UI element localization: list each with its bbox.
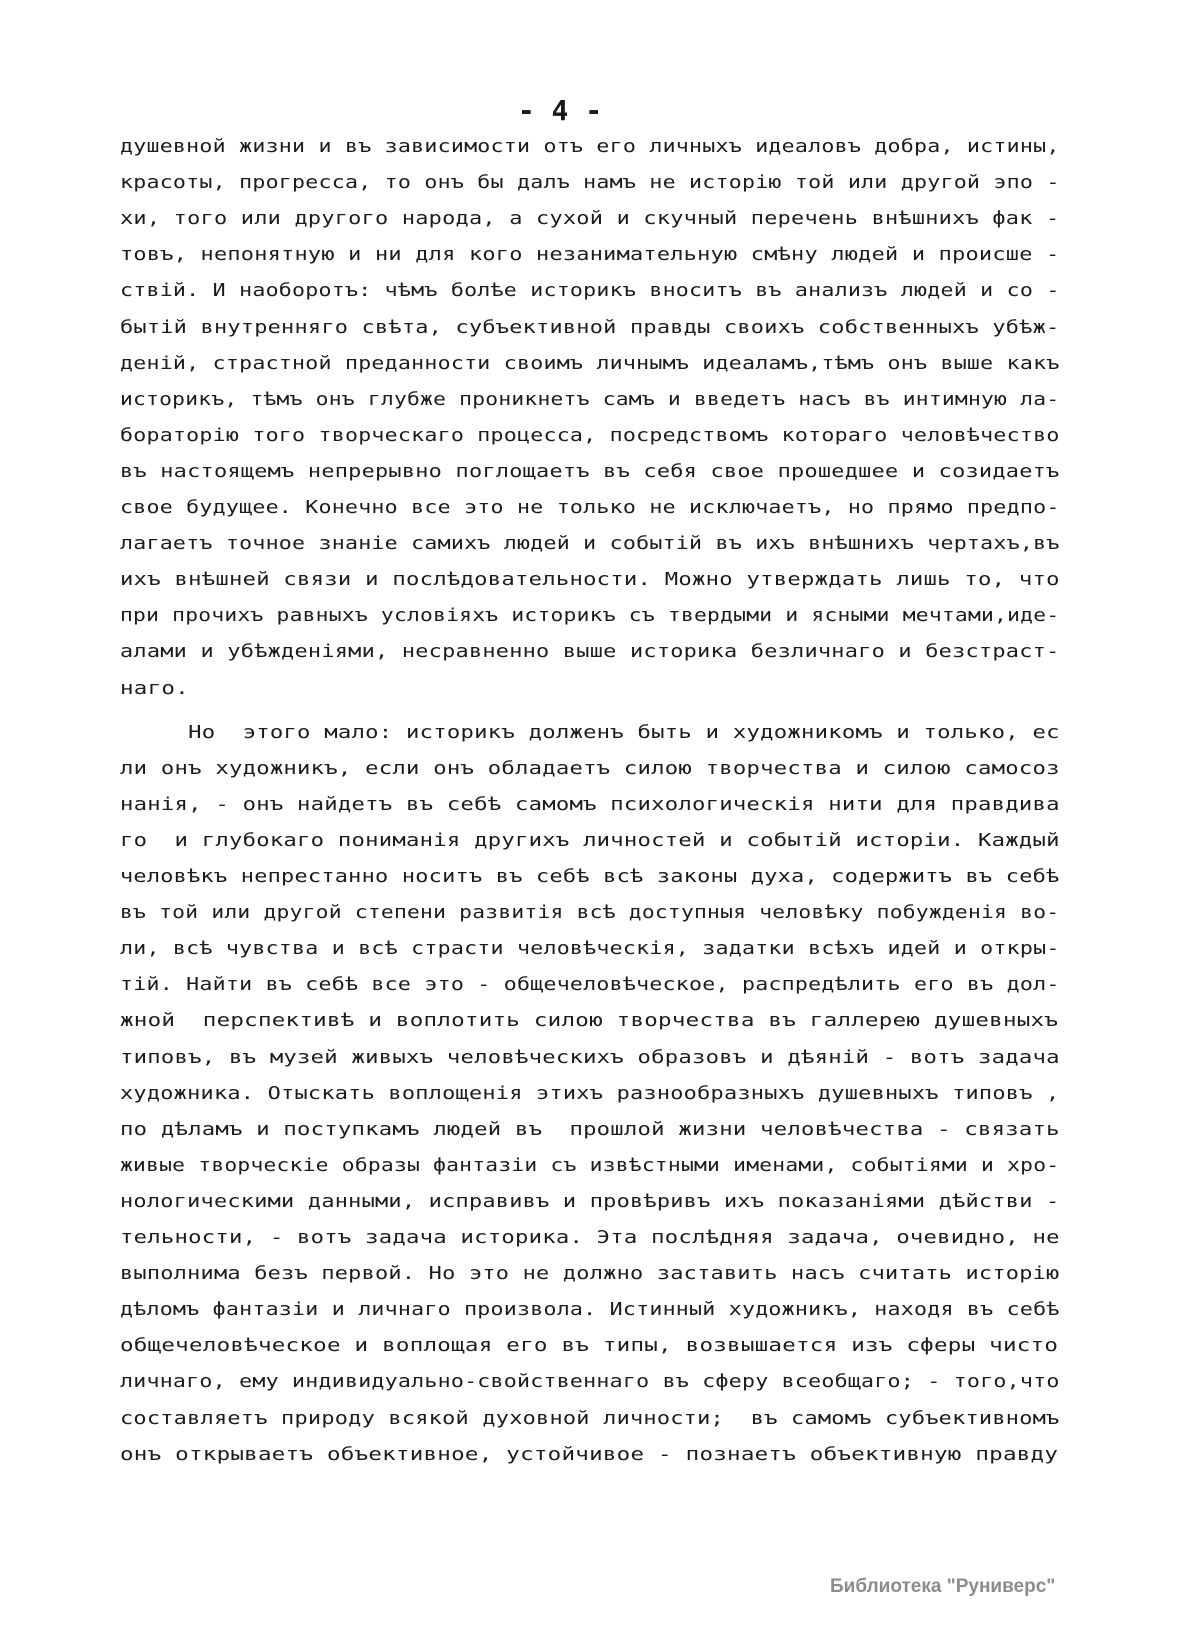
text-line: тельности, - вотъ задача историка. Эта послѣдняя задача, очевидно, не (120, 1227, 1060, 1248)
text-line: при прочихъ равныхъ условіяхъ историкъ съ твердыми и ясными мечтами,иде- (120, 605, 1060, 627)
text-line: алами и убѣжденіями, несравненно выше историка безличнаго и безстраст- (120, 641, 1060, 663)
text-line: жной перспективѣ и воплотить силою творчества въ галлерею душевныхъ (120, 1010, 1059, 1032)
text-line: личнаго, ему индивидуально-свойственнаго въ сферу всеобщаго; - того,что (120, 1371, 1060, 1393)
text-line: нанія, - онъ найдетъ въ себѣ самомъ психологическія нити для правдива (120, 793, 1060, 815)
text-line: свое будущее. Конечно все это не только не исключаетъ, но прямо предпо- (120, 497, 1060, 518)
text-line: душевной жизни и въ зависимости отъ его личныхъ идеаловъ добра, истины, (120, 136, 1060, 157)
text-line: наго. (120, 677, 189, 699)
text-line: ли онъ художникъ, если онъ обладаетъ силою творчества и силою самосоз (120, 757, 1060, 779)
text-line: по дѣламъ и поступкамъ людей въ прошлой жизни человѣчества - связать (120, 1118, 1060, 1140)
text-line: живые творческіе образы фантазіи съ извѣстными именами, событіями и хро- (120, 1154, 1060, 1176)
text-line: ихъ внѣшней связи и послѣдовательности. Можно утверждать лишь то, что (120, 569, 1060, 591)
text-line: историкъ, тѣмъ онъ глубже проникнетъ самъ и введетъ насъ въ интимную ла- (120, 388, 1060, 410)
text-line: ствій. И наоборотъ: чѣмъ болѣе историкъ вноситъ въ анализъ людей и со - (120, 280, 1060, 302)
text-line: въ настоящемъ непрерывно поглощаетъ въ себя свое прошедшее и созидаетъ (120, 460, 1060, 482)
text-line: составляетъ природу всякой духовной личности; въ самомъ субъективномъ (120, 1407, 1060, 1429)
text-line: выполнима безъ первой. Но это не должно заставить насъ считать исторію (120, 1263, 1060, 1285)
text-line: въ той или другой степени развитія всѣ доступныя человѣку побужденія во- (120, 902, 1060, 924)
text-line: дѣломъ фантазіи и личнаго произвола. Истинный художникъ, находя въ себѣ (120, 1299, 1060, 1321)
text-line: хи, того или другого народа, а сухой и скучный перечень внѣшнихъ фак - (120, 208, 1060, 230)
text-line: деній, страстной преданности своимъ личнымъ идеаламъ,тѣмъ онъ выше какъ (120, 352, 1060, 374)
library-watermark: Библиотека "Руниверс" (830, 1576, 1056, 1597)
text-line: онъ открываетъ объективное, устойчивое - познаетъ объективную правду (120, 1443, 1059, 1465)
text-line: тій. Найти въ себѣ все это - общечеловѣческое, распредѣлить его въ дол- (120, 974, 1060, 996)
text-line: красоты, прогресса, то онъ бы далъ намъ не исторію той или другой эпо - (120, 172, 1060, 194)
text-line: бытій внутренняго свѣта, субъективной правды своихъ собственныхъ убѣж- (120, 316, 1060, 338)
text-line: типовъ, въ музей живыхъ человѣческихъ образовъ и дѣяній - вотъ задача (120, 1046, 1060, 1068)
text-line: ли, всѣ чувства и всѣ страсти человѣческія, задатки всѣхъ идей и откры- (120, 938, 1060, 960)
text-line: художника. Отыскать воплощенія этихъ разнообразныхъ душевныхъ типовъ , (120, 1082, 1060, 1104)
text-line: нологическими данными, исправивъ и провѣривъ ихъ показаніями дѣйстви - (120, 1190, 1060, 1212)
text-line: Но этого мало: историкъ долженъ быть и художникомъ и только, ес (120, 721, 1060, 743)
text-line: бораторію того творческаго процесса, посредствомъ котораго человѣчество (120, 424, 1060, 446)
text-line: товъ, непонятную и ни для кого незанимательную смѣну людей и происше - (120, 244, 1060, 266)
text-line: человѣкъ непрестанно носитъ въ себѣ всѣ законы духа, содержитъ въ себѣ (120, 866, 1060, 887)
text-line: го и глубокаго пониманія другихъ личностей и событій исторіи. Каждый (120, 829, 1060, 851)
page-number: - 4 - (517, 94, 603, 127)
text-line: лагаетъ точное знаніе самихъ людей и событій въ ихъ внѣшнихъ чертахъ,въ (120, 533, 1060, 555)
text-line: общечеловѣческое и воплощая его въ типы, возвышается изъ сферы чисто (120, 1335, 1059, 1357)
